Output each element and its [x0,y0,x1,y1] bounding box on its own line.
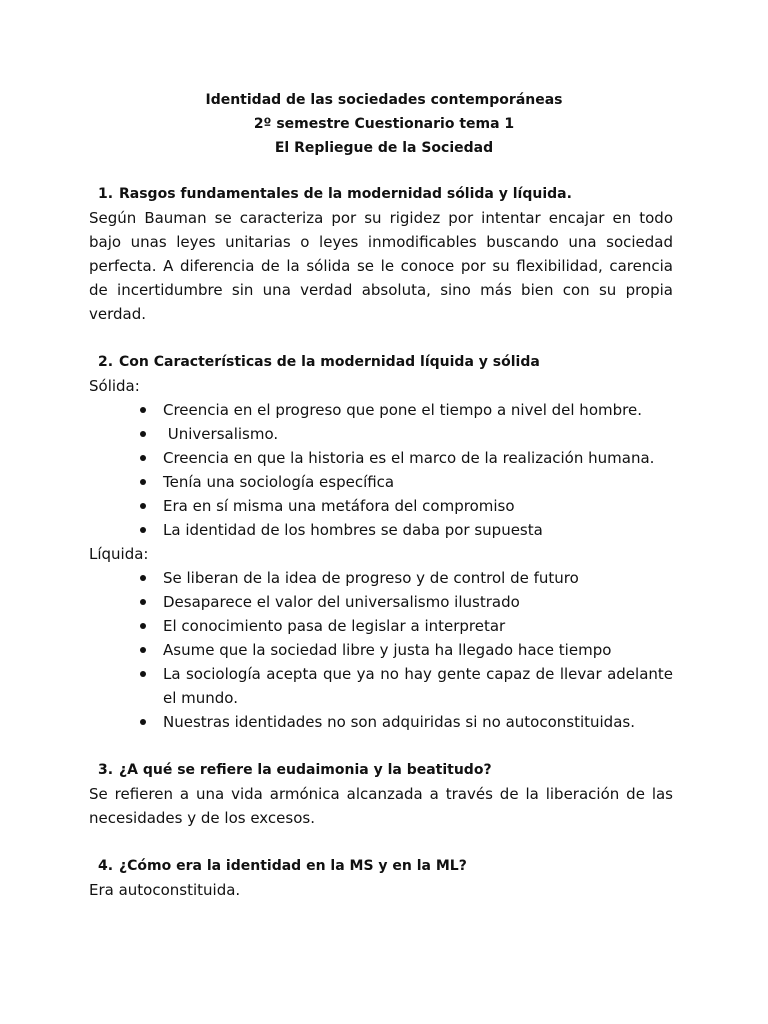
bullet-icon [140,719,146,725]
question-3-answer: Se refieren a una vida armónica alcanzada a través de la liberación de las necesidades y de los excesos. [89,785,673,827]
spacer [89,734,673,758]
spacer [89,326,673,350]
spacer [89,830,673,854]
list-item: Tenía una sociología específica [163,470,673,494]
document-subtitle: 2º semestre Cuestionario tema 1 [253,116,515,132]
liquid-label: Líquida: [89,545,149,563]
list-item: El conocimiento pasa de legislar a interpretar [163,614,673,638]
question-2-text: Con Características de la modernidad líquida y sólida [119,354,540,370]
list-item: Universalismo. [163,422,673,446]
bullet-icon [140,599,146,605]
bullet-icon [140,479,146,485]
list-item: Creencia en el progreso que pone el tiempo a nivel del hombre. [163,398,673,422]
question-3-heading [89,758,673,782]
question-3-number: 3. [98,762,114,778]
list-item: Nuestras identidades no son adquiridas si no autoconstituidas. [163,710,673,734]
question-4-heading [89,854,673,878]
question-4-text: ¿Cómo era la identidad en la MS y en la ML? [119,858,467,874]
list-item: Era en sí misma una metáfora del compromiso [163,494,673,518]
document-topic: El Repliegue de la Sociedad [274,140,494,156]
question-2-number: 2. [98,354,114,370]
question-1-answer: Según Bauman se caracteriza por su rigidez por intentar encajar en todo bajo unas leyes unitarias o leyes inmodificables buscando una sociedad perfecta. A diferencia de la sólida se le conoce por su flexibilidad, carencia de incertidumbre sin una verdad absoluta, sino más bien con su propia verdad. [89,209,673,323]
bullet-icon [140,575,146,581]
bullet-icon [140,623,146,629]
list-item: Desaparece el valor del universalismo ilustrado [163,590,673,614]
document-body [89,182,673,902]
bullet-icon [140,407,146,413]
bullet-icon [140,671,146,677]
document-title: Identidad de las sociedades contemporáneas [205,92,563,108]
list-item: La identidad de los hombres se daba por supuesta [163,518,673,542]
bullet-icon [140,527,146,533]
solid-list [89,398,673,542]
liquid-list [89,566,673,734]
question-2-heading [89,350,673,374]
bullet-icon [140,455,146,461]
list-item: La sociología acepta que ya no hay gente capaz de llevar adelante el mundo. [163,662,673,710]
question-1-text: Rasgos fundamentales de la modernidad sólida y líquida. [119,186,572,202]
question-1-heading [89,182,673,206]
document-header [0,88,768,160]
question-1-number: 1. [98,186,114,202]
bullet-icon [140,503,146,509]
bullet-icon [140,647,146,653]
list-item: Se liberan de la idea de progreso y de control de futuro [163,566,673,590]
question-4-number: 4. [98,858,114,874]
list-item: Asume que la sociedad libre y justa ha llegado hace tiempo [163,638,673,662]
list-item: Creencia en que la historia es el marco de la realización humana. [163,446,673,470]
bullet-icon [140,431,146,437]
question-3-text: ¿A qué se refiere la eudaimonia y la beatitudo? [119,762,492,778]
question-4-answer: Era autoconstituida. [89,881,241,899]
solid-label: Sólida: [89,377,140,395]
